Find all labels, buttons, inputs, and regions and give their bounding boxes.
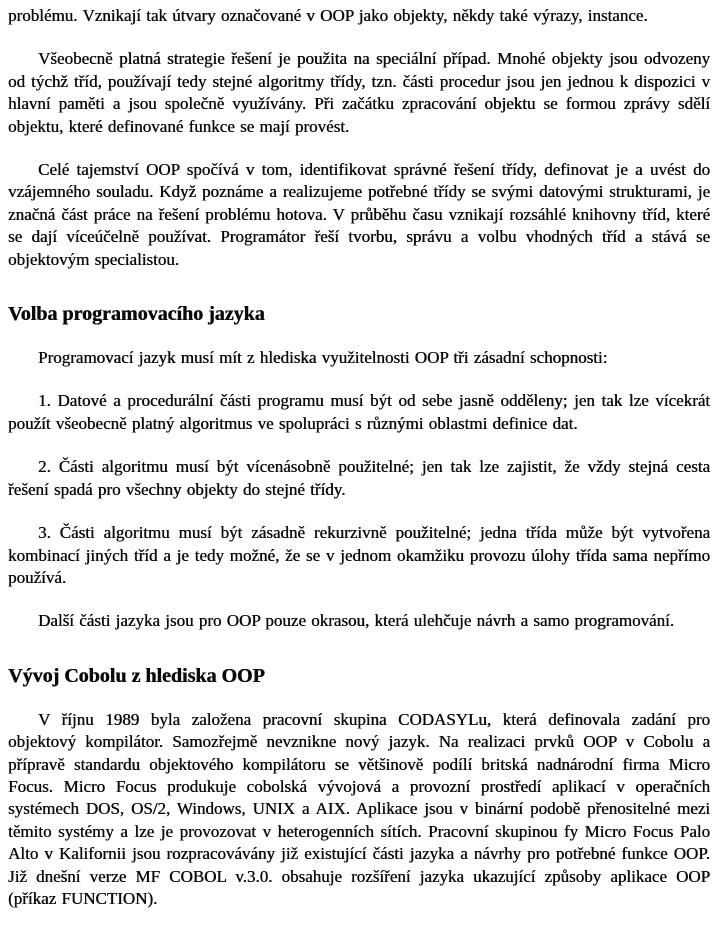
paragraph: Celé tajemství OOP spočívá v tom, identifikovat správné řešení třídy, definovat je a uvést do vzájemného souladu. Když poznáme a realizujeme potřebné třídy se svými datovými strukturami, je značná část práce na řešení problému hotova. V průběhu času vznikají rozsáhlé knihovny tříd, které se dají víceúčelně používat. Programátor řeší tvorbu, správu a volbu vhodných tříd a stává se objektovým specialistou. — [8, 160, 710, 269]
paragraph: Programovací jazyk musí mít z hlediska využitelnosti OOP tři zásadní schopnosti: — [38, 348, 608, 368]
paragraph-continuation: problému. Vznikají tak útvary označované v OOP jako objekty, někdy také výrazy, instance. — [8, 6, 648, 25]
paragraph-numbered-item-1: 1. Datové a procedurální části programu musí být od sebe jasně odděleny; jen tak lze vícekrát použít všeobecně platný algoritmus ve spolupráci s různými oblastmi definice dat. — [8, 391, 710, 433]
paragraph: Další části jazyka jsou pro OOP pouze okrasou, která ulehčuje návrh a samo programování. — [38, 611, 674, 631]
paragraph-numbered-item-2: 2. Části algoritmu musí být vícenásobně použitelné; jen tak lze zajistit, že vždy stejná cesta řešení spadá pro všechny objekty do stejné třídy. — [8, 457, 710, 499]
section-heading-volba-programovaciho-jazyka: Volba programovacího jazyka — [8, 303, 265, 326]
section-heading-vyvoj-cobolu-z-hlediska-oop: Vývoj Cobolu z hlediska OOP — [8, 664, 265, 687]
paragraph: V říjnu 1989 byla založena pracovní skupina CODASYLu, která definovala zadání pro objektový kompilátor. Samozřejmě nevznikne nový jazyk. Na realizaci prvků OOP v Cobolu a přípravě standardu objektového kompilátoru se většinově podílí britská nadnárodní firma Micro Focus. Micro Focus produkuje cobolská vývojová a provozní prostředí aplikací v operačních systémech DOS, OS/2, Windows, UNIX a AIX. Aplikace jsou v binární podobě přenositelné mezi těmito systémy a lze je provozovat v heterogenních sítích. Pracovní skupinou fy Micro Focus Palo Alto v Kalifornii jsou rozpracovávány již existující části jazyka a návrhy pro potřebné funkce OOP. Již dnešní verze MF COBOL v.3.0. obsahuje rozšíření jazyka ukazující způsoby aplikace OOP (příkaz FUNCTION). — [8, 709, 710, 908]
paragraph: Všeobecně platná strategie řešení je použita na speciální případ. Mnohé objekty jsou odvozeny od týchž tříd, používají tedy stejné algoritmy třídy, tzn. části procedur jsou jen jednou k dispozici v hlavní paměti a jsou společně využívány. Při začátku zpracování objektu se formou zprávy sdělí objektu, které definované funkce se mají provést. — [8, 49, 710, 136]
paragraph-numbered-item-3: 3. Části algoritmu musí být zásadně rekurzivně použitelné; jedna třída může být vytvořena kombinací jiných tříd a je tedy možné, že se v jednom okamžiku provozu úlohy třída sama nepřímo používá. — [8, 523, 710, 587]
